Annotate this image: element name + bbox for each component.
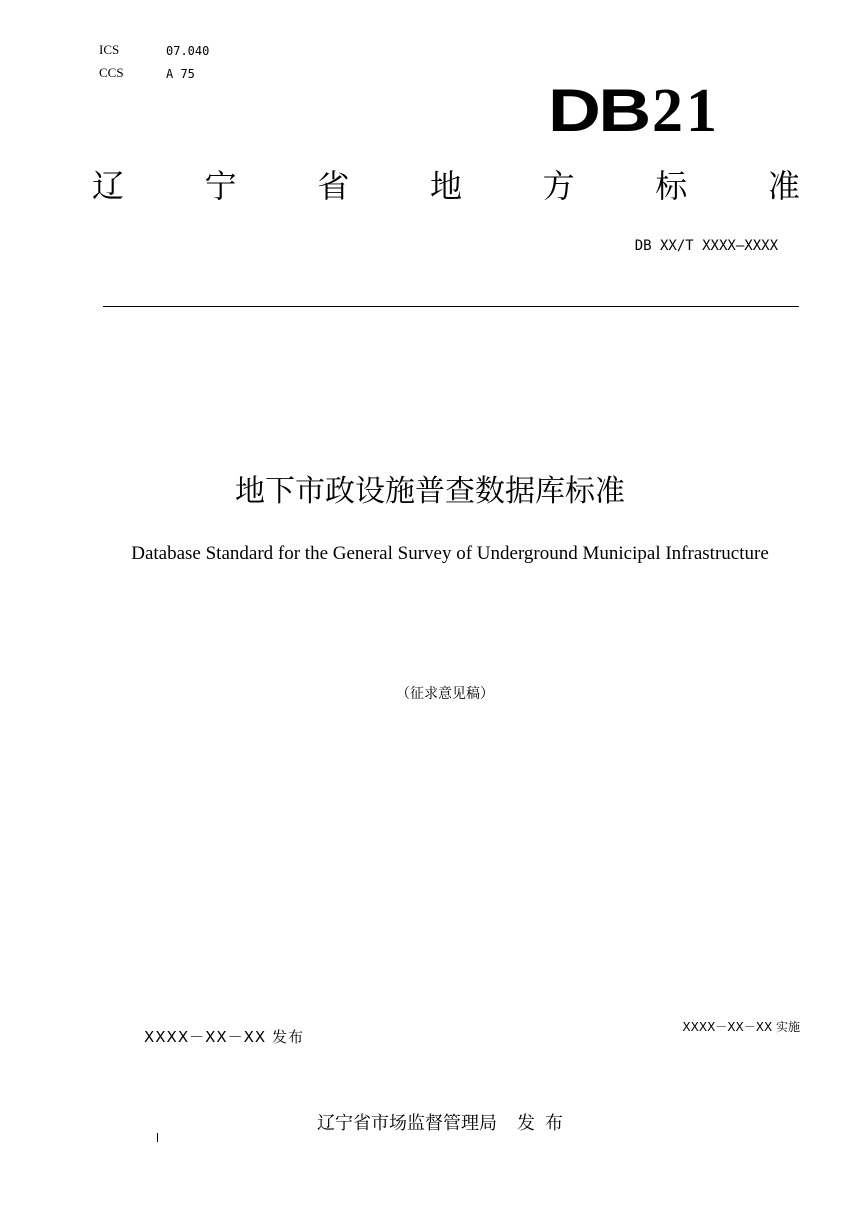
province-standard-heading — [92, 166, 800, 206]
ics-label: ICS — [99, 42, 120, 57]
standard-number: DB XX/T XXXX—XXXX — [634, 238, 778, 254]
logo-prefix: DB — [548, 77, 649, 144]
title-chinese: 地下市政设施普查数据库标准 — [235, 474, 625, 509]
text-cursor-mark — [157, 1133, 158, 1142]
issue-date: XXXX－XX－XX 发布 — [144, 1028, 304, 1046]
ics-code: 07.040 — [166, 44, 210, 58]
issuer-line — [317, 1111, 573, 1137]
ccs-label: CCS — [99, 65, 124, 80]
heading-char: 辽 — [92, 167, 125, 205]
ccs-code: A 75 — [166, 67, 195, 81]
draft-status: （征求意见稿） — [396, 686, 494, 702]
heading-char: 标 — [655, 167, 688, 205]
logo-number: 21 — [652, 77, 720, 145]
issuer-verb: 发布 — [517, 1113, 573, 1134]
title-english: Database Standard for the General Survey of Underground Municipal Infrastructure — [131, 543, 769, 564]
heading-char: 宁 — [204, 167, 237, 205]
implementation-date: XXXX－XX－XX 实施 — [682, 1020, 800, 1034]
heading-char: 方 — [542, 167, 575, 205]
heading-char: 省 — [317, 167, 350, 205]
issuer-name: 辽宁省市场监督管理局 — [317, 1113, 497, 1134]
heading-char: 准 — [767, 167, 800, 205]
db21-logo — [548, 77, 720, 145]
heading-char: 地 — [429, 167, 462, 205]
header-divider — [103, 306, 799, 307]
